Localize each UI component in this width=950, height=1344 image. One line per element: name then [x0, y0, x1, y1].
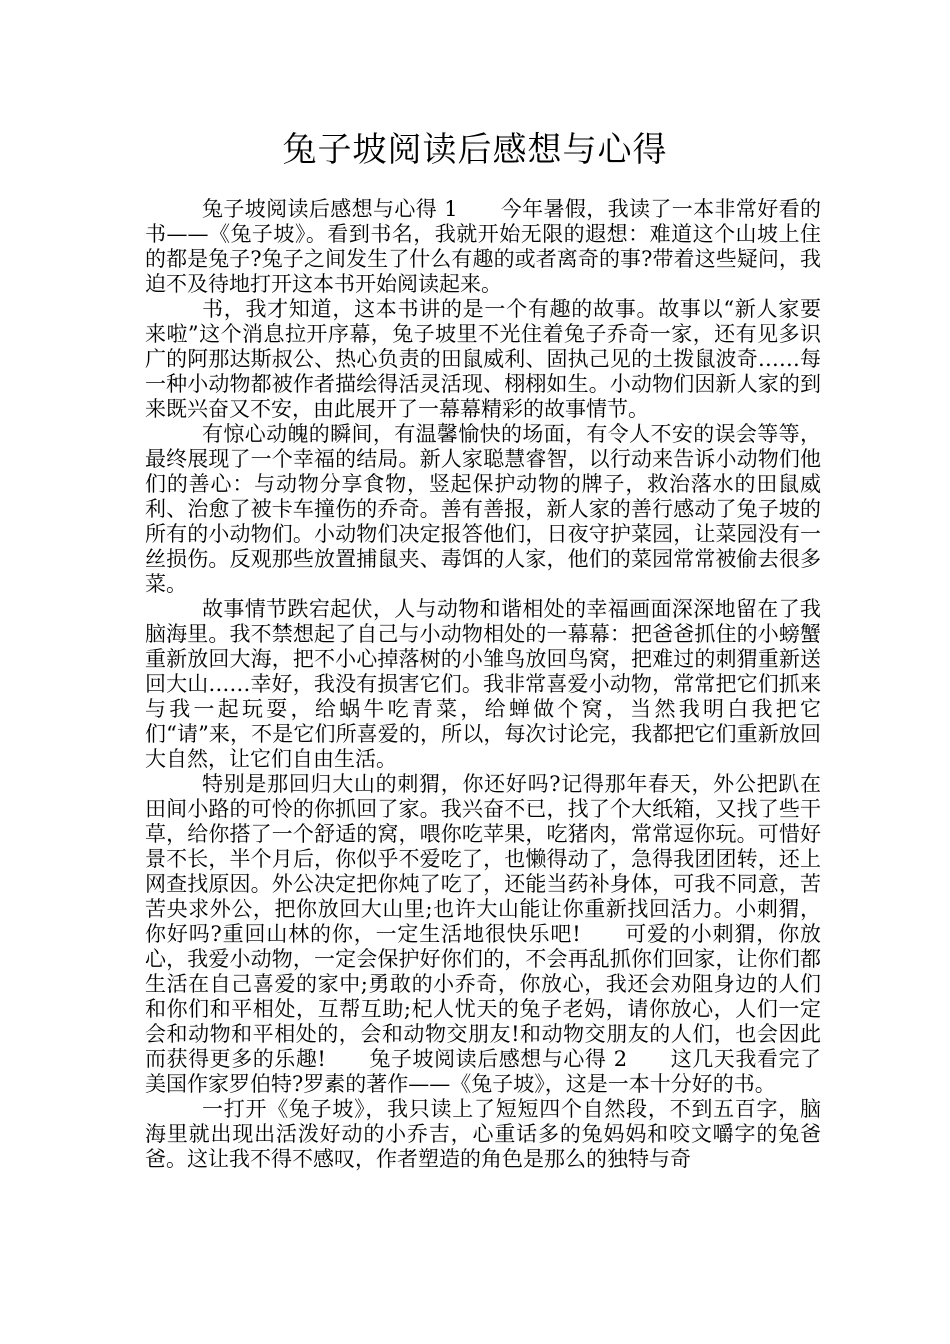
paragraph-4: 故事情节跌宕起伏，人与动物和谐相处的幸福画面深深地留在了我脑海里。我不禁想起了自己与小动物相处的一幕幕：把爸爸抓住的小螃蟹重新放回大海，把不小心掉落树的小雏鸟放回鸟窝，把难过的刺猬重新送回大山……幸好，我没有损害它们。我非常喜爱小动物，常常把它们抓来与我一起玩耍，给蜗牛吃青菜，给蝉做个窝，当然我明白我把它们“请”来，不是它们所喜爱的，所以，每次讨论完，我都把它们重新放回大自然，让它们自由生活。 [145, 597, 821, 771]
paragraph-2: 书，我才知道，这本书讲的是一个有趣的故事。故事以“新人家要来啦”这个消息拉开序幕，兔子坡里不光住着兔子乔奇一家，还有见多识广的阿那达斯叔公、热心负责的田鼠威利、固执己见的土拨鼠波奇……每一种小动物都被作者描绘得活灵活现、栩栩如生。小动物们因新人家的到来既兴奋又不安，由此展开了一幕幕精彩的故事情节。 [145, 297, 821, 421]
paragraph-1: 兔子坡阅读后感想与心得 1 今年暑假，我读了一本非常好看的书——《兔子坡》。看到书名，我就开始无限的遐想：难道这个山坡上住的都是兔子?兔子之间发生了什么有趣的或者离奇的事?带着这些疑问，我迫不及待地打开这本书开始阅读起来。 [145, 197, 821, 296]
paragraph-3: 有惊心动魄的瞬间，有温馨愉快的场面，有令人不安的误会等等，最终展现了一个幸福的结局。新人家聪慧睿智，以行动来告诉小动物们他们的善心：与动物分享食物，竖起保护动物的牌子，救治落水的田鼠威利、治愈了被卡车撞伤的乔奇。善有善报，新人家的善行感动了兔子坡的所有的小动物们。小动物们决定报答他们，日夜守护菜园，让菜园没有一丝损伤。反观那些放置捕鼠夹、毒饵的人家，他们的菜园常常被偷去很多菜。 [145, 422, 821, 596]
paragraph-6: 一打开《兔子坡》，我只读上了短短四个自然段，不到五百字，脑海里就出现出活泼好动的小乔吉，心重话多的兔妈妈和咬文嚼字的兔爸爸。这让我不得不感叹，作者塑造的角色是那么的独特与奇 [145, 1097, 821, 1171]
document-body [145, 197, 821, 1172]
document-title: 兔子坡阅读后感想与心得 [282, 130, 668, 170]
paragraph-5: 特别是那回归大山的刺猬，你还好吗?记得那年春天，外公把趴在田间小路的可怜的你抓回了家。我兴奋不已，找了个大纸箱，又找了些干草，给你搭了一个舒适的窝，喂你吃苹果，吃猪肉，常常逗你玩。可惜好景不长，半个月后，你似乎不爱吃了，也懒得动了，急得我团团转，还上网查找原因。外公决定把你炖了吃了，还能当药补身体，可我不同意，苦苦央求外公，把你放回大山里;也许大山能让你重新找回活力。小刺猬，你好吗?重回山林的你，一定生活地很快乐吧! 可爱的小刺猬，你放心，我爱小动物，一定会保护好你们的，不会再乱抓你们回家，让你们都生活在自己喜爱的家中;勇敢的小乔奇，你放心，我还会劝阻身边的人们和你们和平相处，互帮互助;杞人忧天的兔子老妈，请你放心，人们一定会和动物和平相处的，会和动物交朋友!和动物交朋友的人们，也会因此而获得更多的乐趣! 兔子坡阅读后感想与心得 2 这几天我看完了美国作家罗伯特?罗素的著作——《兔子坡》，这是一本十分好的书。 [145, 772, 821, 1096]
